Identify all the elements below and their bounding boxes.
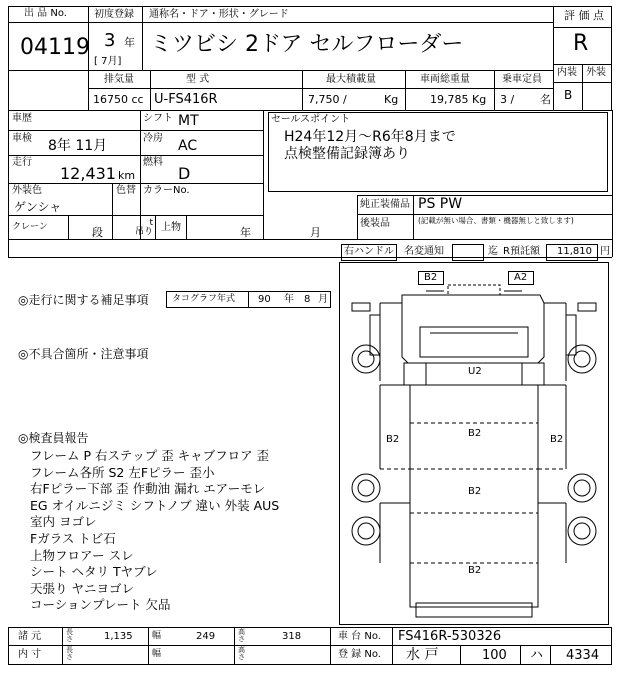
interior-score: B (564, 88, 573, 102)
length-value: 1,135 (104, 631, 133, 642)
model-label: 型 式 (186, 74, 210, 85)
capacity-value: 3 / (500, 93, 515, 106)
tachograph-year-unit: 年 (284, 294, 294, 305)
fuel-value: D (178, 164, 191, 183)
mileage-label: 走行 (12, 157, 32, 168)
dimensions-label: 諸 元 (18, 631, 42, 642)
width-label: 幅 (152, 631, 162, 641)
length-label: 長さ (66, 628, 73, 643)
report-line: 右Fピラー下部 歪 作動油 漏れ エアーモレ (30, 481, 266, 497)
name-change-label: 名変通知 (404, 246, 444, 257)
inspector-label: ◎検査員報告 (18, 431, 89, 445)
equipment-label: 純正装備品 (360, 199, 410, 210)
score-value: R (573, 31, 589, 56)
mileage-unit: km (118, 169, 136, 182)
score-label: 評 価 点 (564, 9, 604, 22)
history-label: 車歴 (12, 113, 32, 124)
first-registration-month: [ 7月] (94, 56, 122, 67)
crane-stage: 段 (92, 226, 103, 239)
displacement-label: 排気量 (104, 74, 134, 85)
gross-weight-value: 19,785 Kg (430, 93, 487, 106)
inspector-report (30, 446, 279, 612)
sales-point-line2: 点検整備記録簿あり (284, 146, 410, 162)
recycle-unit: 円 (600, 246, 610, 257)
max-load-label: 最大積載量 (326, 74, 376, 85)
damage-a2-top-right: A2 (514, 272, 528, 283)
report-line: Fガラス トビ石 (30, 530, 116, 546)
report-line: コーションプレート 欠品 (30, 597, 171, 613)
tachograph-label: タコグラフ年式 (172, 294, 236, 304)
width-value: 249 (196, 631, 216, 642)
mileage-value: 12,431 (60, 164, 116, 183)
sales-point-label: セールスポイント (271, 114, 351, 125)
inspection-label: 車検 (12, 133, 32, 144)
shift-value: MT (178, 113, 199, 129)
displacement-value: 16750 cc (93, 93, 144, 106)
recycle-label: R預託額 (503, 246, 540, 257)
damage-b2-center2: B2 (468, 486, 482, 497)
inner-label: 内 寸 (18, 649, 42, 660)
vehicle-name-label: 通称名・ドア・形状・グレード (149, 9, 289, 20)
year-unit: 年 (124, 36, 135, 49)
inner-height-label: 高さ (238, 646, 245, 661)
equipment-value: PS PW (418, 196, 463, 212)
max-load-value: 7,750 / (308, 93, 347, 106)
tachograph-month: 8 (304, 294, 311, 305)
upper-year: 年 (240, 226, 251, 239)
report-line: フレーム各所 S2 左Fピラー 歪小 (30, 464, 215, 480)
fuel-label: 燃料 (143, 157, 163, 168)
capacity-label: 乗車定員 (502, 74, 542, 85)
crane-lift: t 吊り (135, 218, 154, 238)
capacity-unit: 名 (540, 93, 551, 106)
upper-month: 月 (310, 226, 321, 239)
lot-label: 出 品 No. (24, 8, 67, 19)
inner-length-label: 長さ (66, 646, 73, 661)
report-line: 室内 ヨゴレ (30, 514, 97, 530)
report-line: シート ヘタリ Tヤブレ (30, 564, 158, 580)
report-line: 上物フロアー スレ (30, 547, 134, 563)
defects-label: ◎不具合箇所・注意事項 (18, 347, 149, 361)
first-registration-label: 初度登録 (94, 9, 134, 20)
report-line: 天張り ヤニヨゴレ (30, 580, 134, 596)
tachograph-month-unit: 月 (318, 294, 328, 305)
plate-number: 4334 (566, 648, 600, 663)
cooling-value: AC (178, 138, 198, 154)
height-label: 高さ (238, 628, 245, 643)
chassis-number: FS416R-530326 (398, 629, 502, 644)
inspection-value: 8年 11月 (48, 138, 108, 154)
max-load-unit: Kg (384, 93, 399, 106)
report-line: EG オイルニジミ シフトノブ 違い 外装 AUS (30, 497, 280, 513)
damage-b2-bottom: B2 (468, 565, 482, 576)
damage-u2: U2 (468, 366, 482, 377)
color-change-label: 色替 (116, 185, 136, 196)
shift-label: シフト (143, 113, 173, 124)
crane-label: クレーン (12, 222, 48, 232)
recycle-amount: 11,810 (557, 246, 592, 257)
model-value: U-FS416R (154, 92, 218, 107)
exterior-label: 外装 (586, 67, 606, 78)
report-line: フレーム P 右ステップ 歪 キャブフロア 歪 (30, 448, 270, 463)
exterior-color-label: 外装色 (12, 185, 42, 196)
first-registration-year: 3 (104, 30, 116, 51)
until-label: 迄 (488, 246, 498, 257)
vehicle-name: ミツビシ 2ドア セルフローダー (150, 32, 464, 57)
sales-point-line1: H24年12月～R6年8月まで (284, 129, 456, 145)
height-value: 318 (282, 631, 302, 642)
upper-label: 上物 (161, 222, 181, 233)
lot-number: 04119 (20, 35, 90, 60)
supplement-label: ◎走行に関する補足事項 (18, 293, 149, 307)
plate-region: 水 戸 (406, 647, 439, 663)
plate-kana: ハ (530, 648, 544, 663)
inner-width-label: 幅 (152, 649, 162, 659)
damage-b2-right: B2 (550, 434, 564, 445)
color-no-label: カラーNo. (143, 185, 190, 196)
gross-weight-label: 車両総重量 (420, 74, 470, 85)
aftermarket-note: (記載が無い場合、書類・機器無しと致します) (418, 216, 574, 225)
damage-b2-top-left: B2 (424, 272, 438, 283)
chassis-label: 車 台 No. (338, 631, 381, 642)
tachograph-year: 90 (258, 294, 271, 305)
damage-b2-left: B2 (386, 434, 400, 445)
cooling-label: 冷房 (143, 133, 163, 144)
interior-label: 内装 (557, 67, 577, 78)
aftermarket-label: 後装品 (360, 218, 390, 229)
damage-b2-center1: B2 (468, 428, 482, 439)
plate-label: 登 録 No. (338, 649, 381, 660)
truck-diagram (339, 262, 609, 625)
exterior-color-value: ゲンシャ (14, 200, 62, 214)
plate-class: 100 (482, 648, 507, 663)
steering-side: 右ハンドル (344, 246, 394, 257)
